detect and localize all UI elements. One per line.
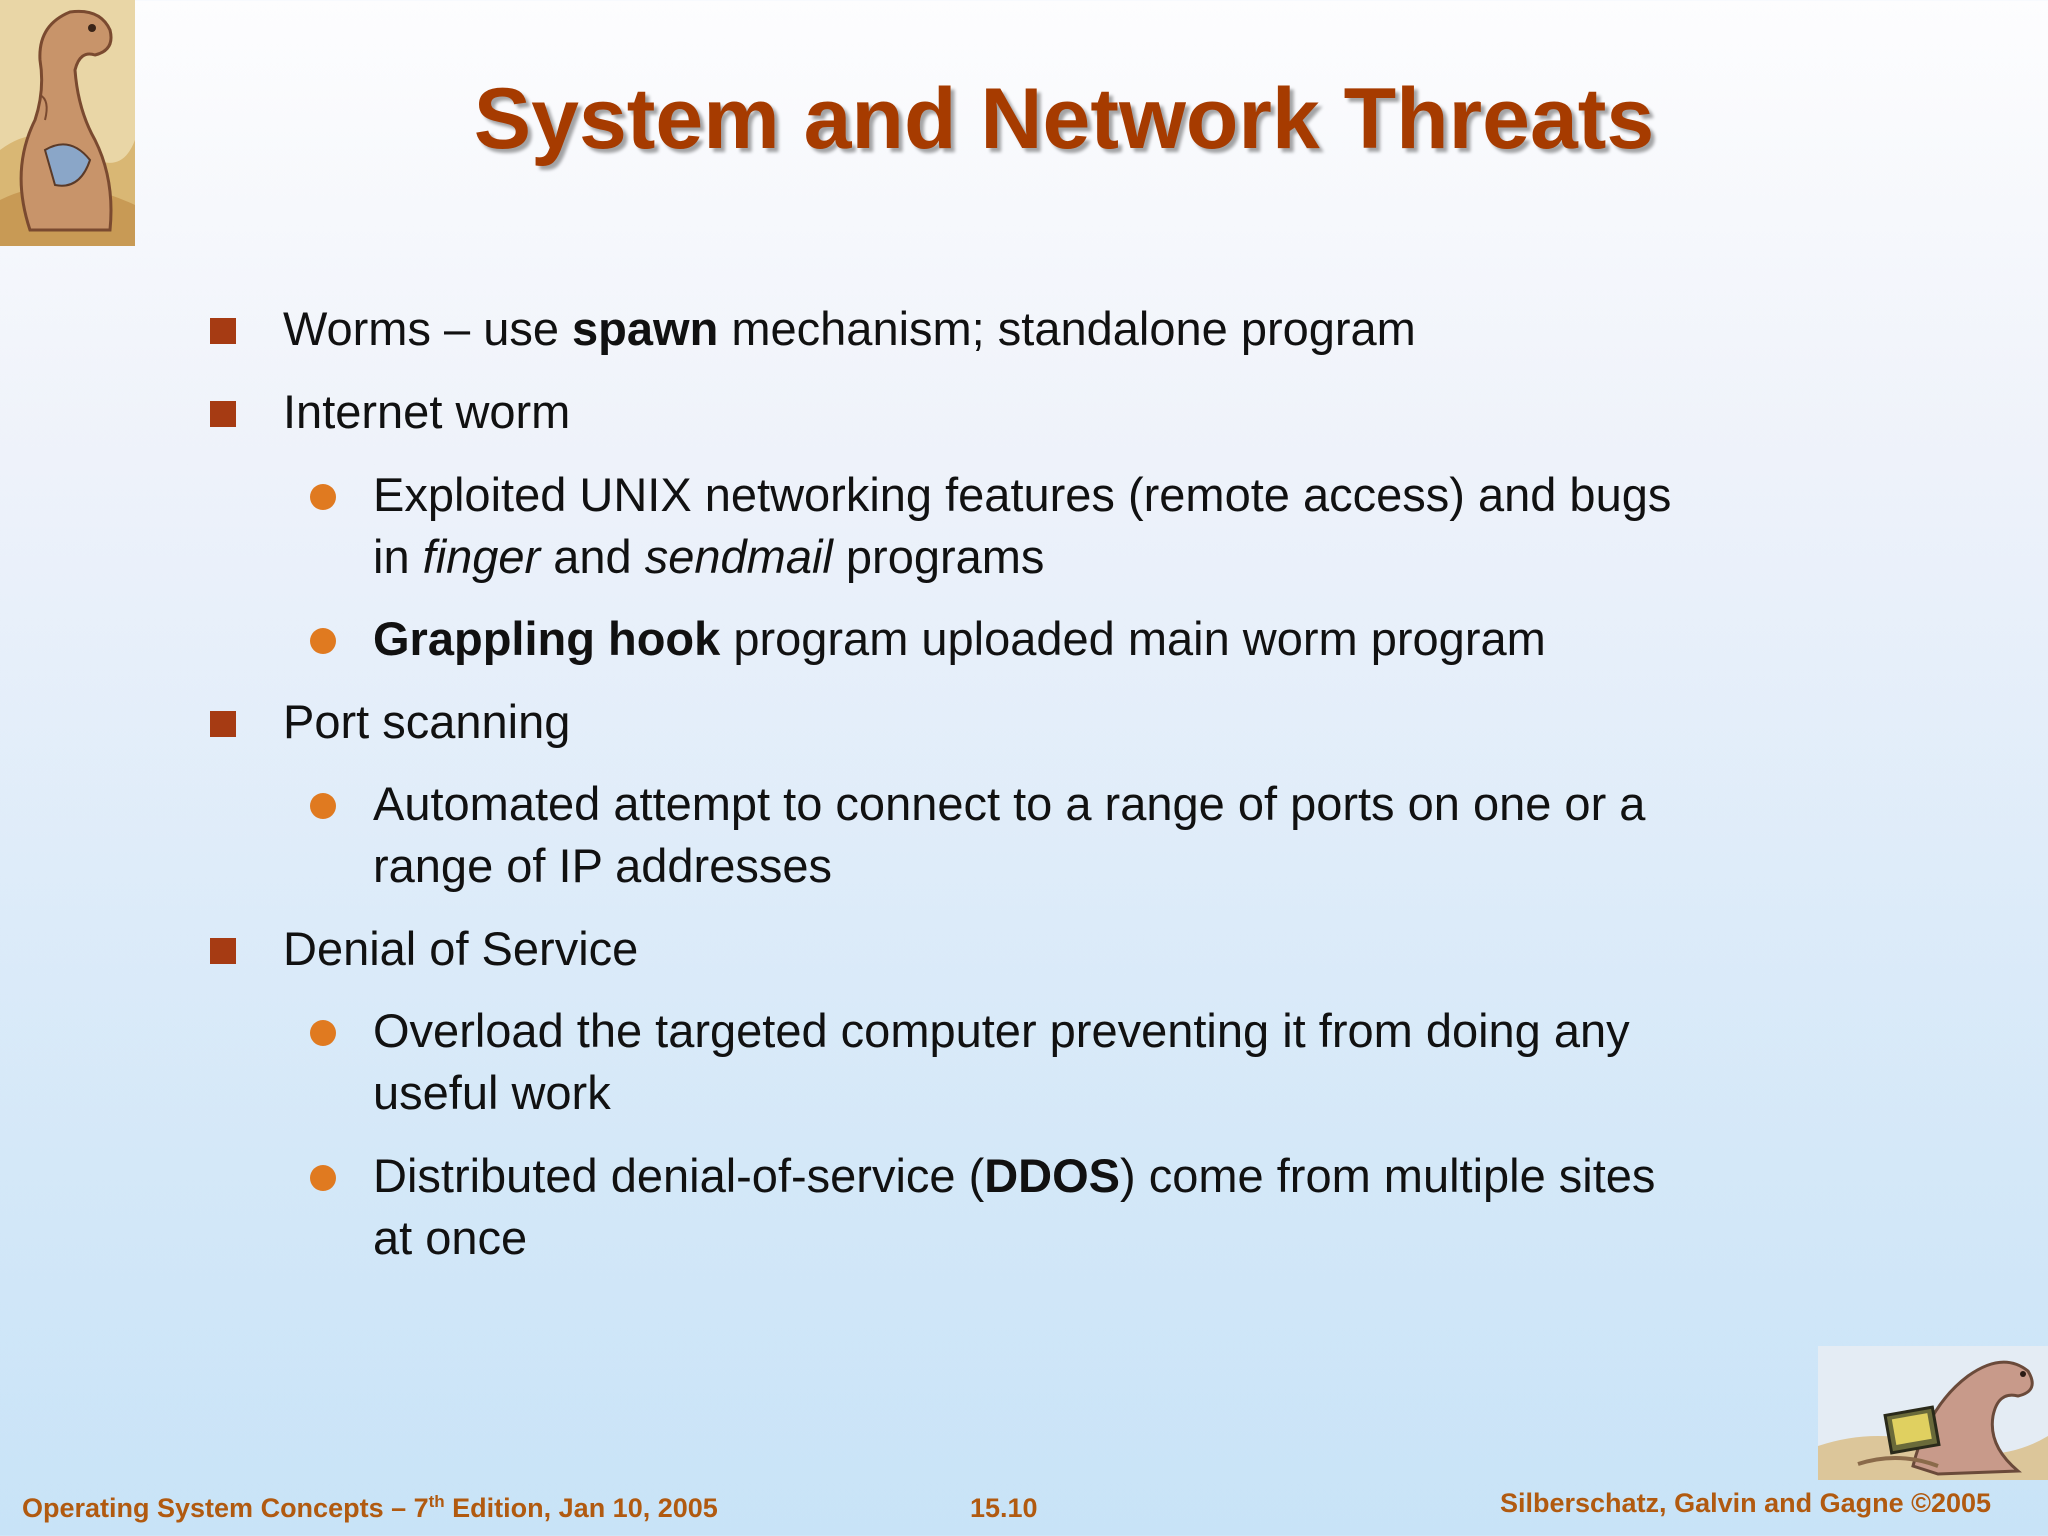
sub-bullet-ddos <box>373 1145 1833 1269</box>
square-bullet-icon <box>210 401 236 427</box>
bullet-text-line2 <box>373 526 1833 588</box>
bullet-text: useful work <box>373 1066 611 1119</box>
bullet-italic-text: sendmail <box>644 530 833 583</box>
bullet-text: Overload the targeted computer preventing it from doing any <box>373 1004 1630 1057</box>
footer-text: Operating System Concepts – 7 <box>22 1493 429 1523</box>
round-bullet-icon <box>310 793 336 819</box>
sub-bullet-grappling-hook <box>373 608 1833 670</box>
footer-authors: Silberschatz, Galvin and Gagne ©2005 <box>1500 1488 1992 1518</box>
bullet-text: in <box>373 530 423 583</box>
bullet-port-scanning <box>283 691 1843 753</box>
slide-title: System and Network Threats <box>473 71 1655 167</box>
bullet-text: at once <box>373 1211 528 1264</box>
square-bullet-icon <box>210 711 236 737</box>
bullet-text: Worms – use <box>283 302 573 355</box>
bullet-text: Automated attempt to connect to a range of ports on one or a <box>373 777 1646 830</box>
bullet-text: Internet worm <box>283 385 571 438</box>
round-bullet-icon <box>310 1165 336 1191</box>
bullet-bold-text: Grappling hook <box>373 612 721 665</box>
bullet-worms <box>283 298 1843 360</box>
bullet-denial-of-service <box>283 918 1843 980</box>
bullet-bold-text: spawn <box>572 302 719 355</box>
bullet-internet-worm <box>283 381 1843 443</box>
bullet-text: program uploaded main worm program <box>720 612 1546 665</box>
square-bullet-icon <box>210 318 236 344</box>
sub-bullet-overload <box>373 1000 1833 1124</box>
bullet-text: Exploited UNIX networking features (remote access) and bugs <box>373 468 1672 521</box>
bullet-text: Denial of Service <box>283 922 639 975</box>
sub-bullet-exploited-unix <box>373 464 1833 588</box>
round-bullet-icon <box>310 1020 336 1046</box>
bullet-italic-text: finger <box>422 530 541 583</box>
bullet-text: ) come from multiple sites <box>1120 1149 1656 1202</box>
bullet-text: range of IP addresses <box>373 839 832 892</box>
round-bullet-icon <box>310 484 336 510</box>
footer-superscript: th <box>428 1492 445 1511</box>
bullet-bold-text: DDOS <box>984 1149 1121 1202</box>
round-bullet-icon <box>310 628 336 654</box>
bullet-text: Distributed denial-of-service ( <box>373 1149 985 1202</box>
sub-bullet-automated-attempt <box>373 773 1833 897</box>
bullet-text: mechanism; standalone program <box>718 302 1416 355</box>
footer-book-title <box>22 1493 718 1524</box>
bullet-text: programs <box>832 530 1045 583</box>
footer-page-number: 15.10 <box>970 1493 1038 1523</box>
bullet-text: and <box>540 530 645 583</box>
bullet-text-line1 <box>373 1145 1833 1207</box>
footer-text: Edition, Jan 10, 2005 <box>444 1493 718 1523</box>
bullet-text: Port scanning <box>283 695 571 748</box>
square-bullet-icon <box>210 938 236 964</box>
